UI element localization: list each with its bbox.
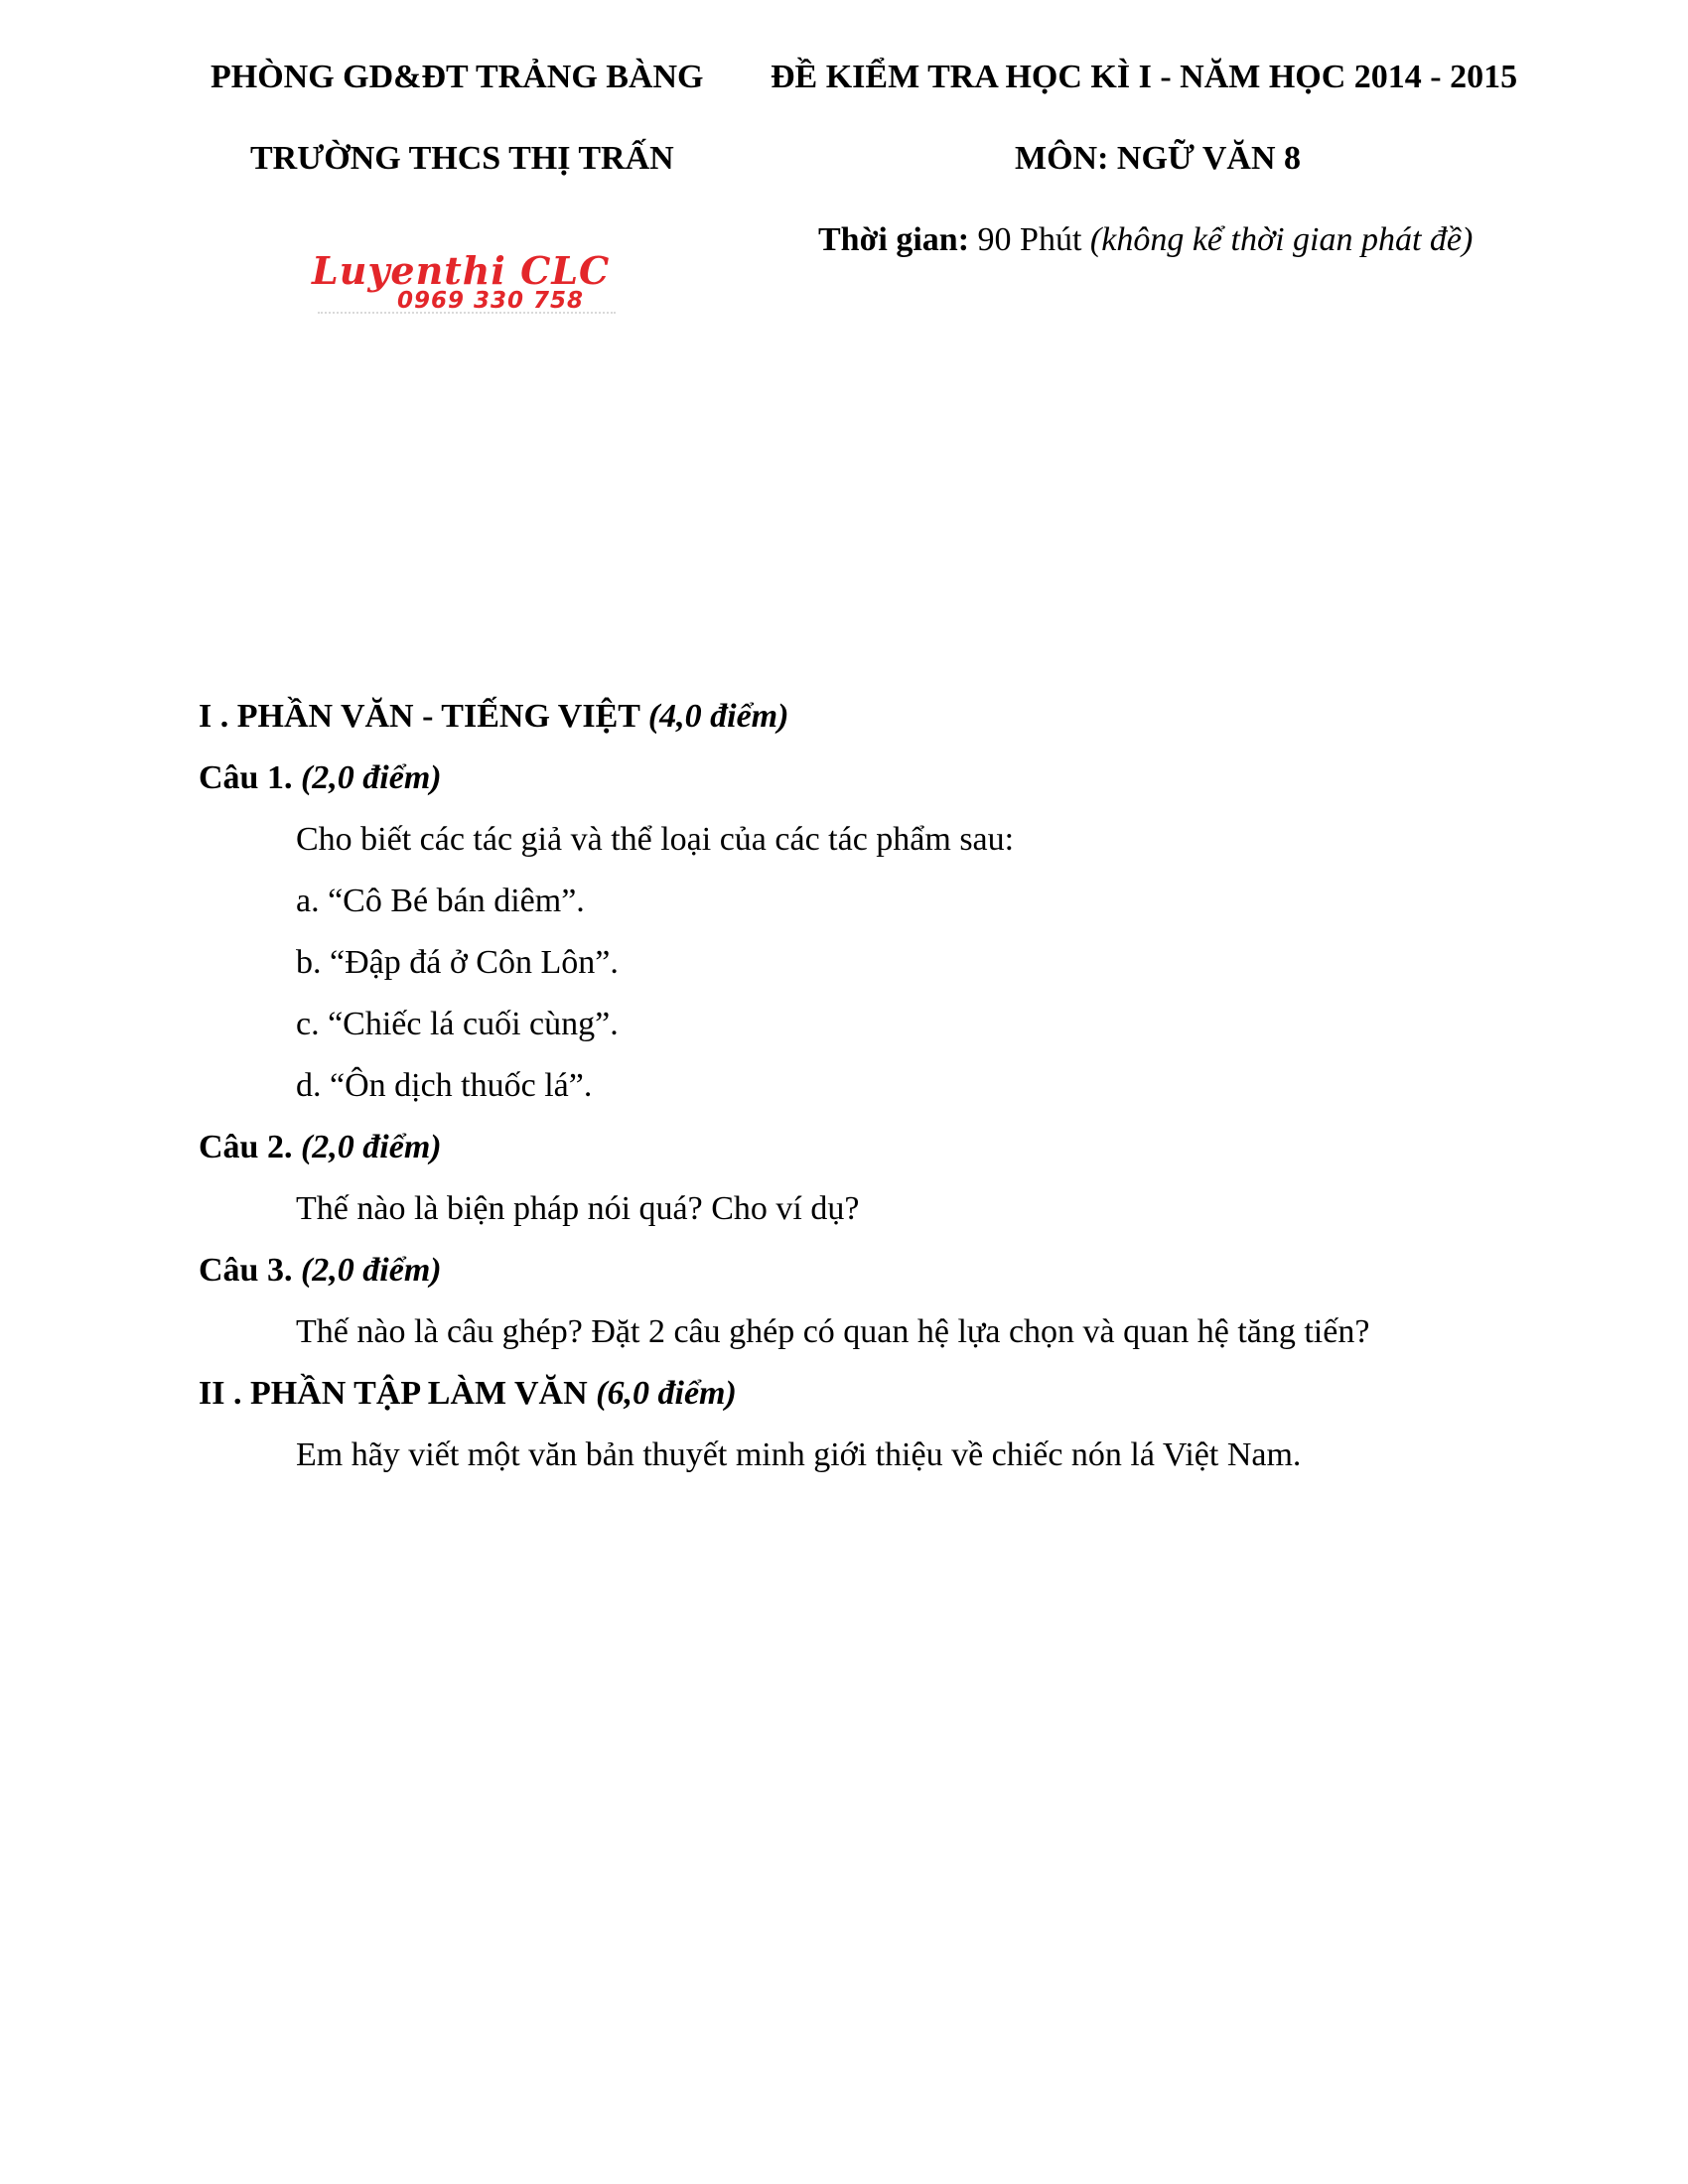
question-2-points: (2,0 điểm) (300, 1129, 442, 1165)
question-1-item-c: c. “Chiếc lá cuối cùng”. (296, 1006, 619, 1042)
question-1-points: (2,0 điểm) (300, 759, 442, 796)
part2-heading (199, 1374, 737, 1414)
part1-title: I . PHẦN VĂN - TIẾNG VIỆT (199, 698, 648, 735)
question-1-prompt: Cho biết các tác giả và thể loại của các tác phẩm sau: (296, 821, 1015, 858)
time-value: 90 Phút (969, 221, 1090, 258)
question-1-label: Câu 1. (199, 759, 301, 796)
question-2-label: Câu 2. (199, 1129, 301, 1165)
luyenthi-logo (306, 250, 633, 320)
question-1-item-d: d. “Ôn dịch thuốc lá”. (296, 1067, 593, 1104)
time-label: Thời gian: (818, 221, 970, 258)
part2-prompt: Em hãy viết một văn bản thuyết minh giới thiệu về chiếc nón lá Việt Nam. (296, 1436, 1302, 1473)
subject-name: MÔN: NGỮ VĂN 8 (1015, 140, 1302, 177)
question-3-label: Câu 3. (199, 1252, 301, 1289)
time-note: (không kể thời gian phát đề) (1089, 221, 1474, 258)
part1-points: (4,0 điểm) (647, 698, 789, 735)
question-1-item-b: b. “Đập đá ở Côn Lôn”. (296, 944, 619, 981)
part2-points: (6,0 điểm) (596, 1375, 737, 1412)
school-name: TRƯỜNG THCS THỊ TRẤN (250, 140, 674, 177)
logo-underline (318, 312, 616, 316)
part1-heading (199, 697, 788, 737)
logo-brand: Luyenthi CLC (312, 248, 611, 293)
question-1-item-a: a. “Cô Bé bán diêm”. (296, 883, 585, 919)
exam-title: ĐỀ KIỂM TRA HỌC KÌ I - NĂM HỌC 2014 - 2015 (771, 59, 1518, 95)
part2-title: II . PHẦN TẬP LÀM VĂN (199, 1375, 597, 1412)
question-1-heading (199, 758, 442, 798)
department-name: PHÒNG GD&ĐT TRẢNG BÀNG (211, 59, 704, 95)
question-2-prompt: Thế nào là biện pháp nói quá? Cho ví dụ? (296, 1190, 860, 1227)
question-3-points: (2,0 điểm) (300, 1252, 442, 1289)
question-3-heading (199, 1251, 442, 1291)
logo-phone: 0969 330 758 (397, 288, 585, 314)
question-3-prompt: Thế nào là câu ghép? Đặt 2 câu ghép có quan hệ lựa chọn và quan hệ tăng tiến? (296, 1313, 1370, 1350)
exam-duration (818, 220, 1473, 260)
question-2-heading (199, 1128, 442, 1167)
